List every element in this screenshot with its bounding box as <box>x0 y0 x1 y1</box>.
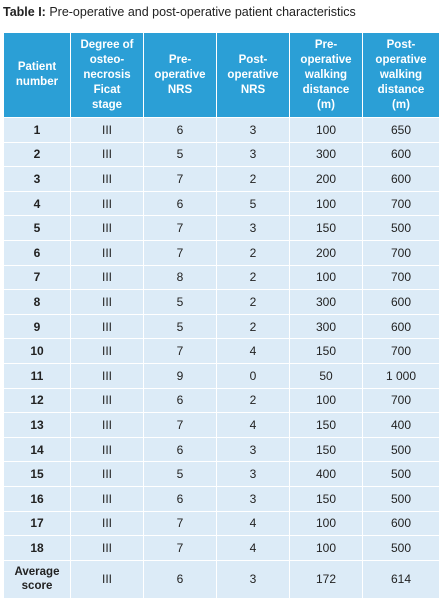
preop-nrs-cell: 5 <box>144 290 217 315</box>
ficat-stage-cell: III <box>71 240 144 265</box>
table-row <box>4 339 440 364</box>
table-row <box>4 216 440 241</box>
header-preop-walking: Pre- operative walking distance (m) <box>290 33 363 118</box>
ficat-stage-cell: III <box>71 437 144 462</box>
average-label: Average score <box>4 560 71 598</box>
postop-walking-cell: 700 <box>363 191 440 216</box>
postop-walking-cell: 700 <box>363 339 440 364</box>
ficat-stage-cell: III <box>71 486 144 511</box>
postop-walking-cell: 500 <box>363 437 440 462</box>
header-row <box>4 33 440 118</box>
average-preop-walking-cell: 172 <box>290 560 363 598</box>
preop-nrs-cell: 7 <box>144 167 217 192</box>
preop-walking-cell: 50 <box>290 363 363 388</box>
preop-walking-cell: 100 <box>290 511 363 536</box>
table-row <box>4 536 440 561</box>
ficat-stage-cell: III <box>71 265 144 290</box>
ficat-stage-cell: III <box>71 118 144 143</box>
preop-nrs-cell: 7 <box>144 339 217 364</box>
preop-walking-cell: 100 <box>290 265 363 290</box>
table-row <box>4 462 440 487</box>
postop-nrs-cell: 2 <box>217 388 290 413</box>
preop-nrs-cell: 8 <box>144 265 217 290</box>
postop-nrs-cell: 2 <box>217 265 290 290</box>
postop-walking-cell: 700 <box>363 265 440 290</box>
patient-number-cell: 9 <box>4 314 71 339</box>
preop-nrs-cell: 9 <box>144 363 217 388</box>
preop-walking-cell: 300 <box>290 314 363 339</box>
postop-nrs-cell: 3 <box>217 118 290 143</box>
header-patient-number: Patient number <box>4 33 71 118</box>
table-row <box>4 118 440 143</box>
header-ficat-stage: Degree of osteo- necrosis Ficat stage <box>71 33 144 118</box>
preop-nrs-cell: 6 <box>144 388 217 413</box>
patient-number-cell: 18 <box>4 536 71 561</box>
patient-number-cell: 6 <box>4 240 71 265</box>
table-header <box>4 33 440 118</box>
preop-nrs-cell: 7 <box>144 413 217 438</box>
ficat-stage-cell: III <box>71 167 144 192</box>
header-postop-nrs: Post- operative NRS <box>217 33 290 118</box>
postop-nrs-cell: 0 <box>217 363 290 388</box>
postop-nrs-cell: 4 <box>217 536 290 561</box>
table-row <box>4 142 440 167</box>
table-row <box>4 240 440 265</box>
postop-nrs-cell: 4 <box>217 511 290 536</box>
caption-text: Pre-operative and post-operative patient characteristics <box>45 5 356 19</box>
preop-nrs-cell: 5 <box>144 314 217 339</box>
ficat-stage-cell: III <box>71 339 144 364</box>
patient-number-cell: 13 <box>4 413 71 438</box>
postop-walking-cell: 700 <box>363 240 440 265</box>
preop-walking-cell: 300 <box>290 142 363 167</box>
postop-walking-cell: 600 <box>363 290 440 315</box>
postop-walking-cell: 600 <box>363 314 440 339</box>
patient-number-cell: 2 <box>4 142 71 167</box>
preop-nrs-cell: 5 <box>144 462 217 487</box>
preop-walking-cell: 150 <box>290 437 363 462</box>
preop-walking-cell: 400 <box>290 462 363 487</box>
average-postop-nrs-cell: 3 <box>217 560 290 598</box>
postop-nrs-cell: 3 <box>217 216 290 241</box>
postop-walking-cell: 500 <box>363 486 440 511</box>
average-postop-walking-cell: 614 <box>363 560 440 598</box>
patient-number-cell: 11 <box>4 363 71 388</box>
ficat-stage-cell: III <box>71 536 144 561</box>
table-row <box>4 265 440 290</box>
table-row <box>4 388 440 413</box>
preop-walking-cell: 150 <box>290 486 363 511</box>
postop-walking-cell: 700 <box>363 388 440 413</box>
patient-number-cell: 16 <box>4 486 71 511</box>
postop-nrs-cell: 2 <box>217 314 290 339</box>
table-row <box>4 191 440 216</box>
ficat-stage-cell: III <box>71 388 144 413</box>
postop-nrs-cell: 5 <box>217 191 290 216</box>
preop-walking-cell: 150 <box>290 216 363 241</box>
ficat-stage-cell: III <box>71 314 144 339</box>
postop-nrs-cell: 3 <box>217 142 290 167</box>
preop-walking-cell: 100 <box>290 191 363 216</box>
table-row <box>4 314 440 339</box>
preop-walking-cell: 150 <box>290 339 363 364</box>
caption-label: Table I: <box>3 5 46 19</box>
patient-number-cell: 4 <box>4 191 71 216</box>
postop-walking-cell: 1 000 <box>363 363 440 388</box>
ficat-stage-cell: III <box>71 290 144 315</box>
average-row <box>4 560 440 598</box>
postop-nrs-cell: 2 <box>217 167 290 192</box>
ficat-stage-cell: III <box>71 191 144 216</box>
patient-number-cell: 15 <box>4 462 71 487</box>
table-row <box>4 437 440 462</box>
ficat-stage-cell: III <box>71 413 144 438</box>
postop-walking-cell: 500 <box>363 462 440 487</box>
postop-nrs-cell: 2 <box>217 240 290 265</box>
postop-walking-cell: 600 <box>363 511 440 536</box>
postop-walking-cell: 600 <box>363 142 440 167</box>
preop-nrs-cell: 7 <box>144 536 217 561</box>
patient-number-cell: 12 <box>4 388 71 413</box>
table-body <box>4 118 440 599</box>
ficat-stage-cell: III <box>71 363 144 388</box>
postop-walking-cell: 600 <box>363 167 440 192</box>
preop-walking-cell: 200 <box>290 240 363 265</box>
patient-number-cell: 8 <box>4 290 71 315</box>
preop-walking-cell: 100 <box>290 536 363 561</box>
preop-nrs-cell: 6 <box>144 437 217 462</box>
table-row <box>4 363 440 388</box>
postop-nrs-cell: 3 <box>217 486 290 511</box>
postop-nrs-cell: 2 <box>217 290 290 315</box>
ficat-stage-cell: III <box>71 462 144 487</box>
table-row <box>4 486 440 511</box>
patient-number-cell: 14 <box>4 437 71 462</box>
preop-walking-cell: 300 <box>290 290 363 315</box>
header-preop-nrs: Pre- operative NRS <box>144 33 217 118</box>
postop-nrs-cell: 4 <box>217 413 290 438</box>
patient-characteristics-table <box>3 32 440 599</box>
preop-nrs-cell: 5 <box>144 142 217 167</box>
average-preop-nrs-cell: 6 <box>144 560 217 598</box>
preop-nrs-cell: 7 <box>144 511 217 536</box>
patient-number-cell: 17 <box>4 511 71 536</box>
postop-nrs-cell: 3 <box>217 462 290 487</box>
table-row <box>4 511 440 536</box>
postop-walking-cell: 500 <box>363 216 440 241</box>
ficat-stage-cell: III <box>71 216 144 241</box>
ficat-stage-cell: III <box>71 511 144 536</box>
patient-number-cell: 1 <box>4 118 71 143</box>
preop-walking-cell: 100 <box>290 118 363 143</box>
postop-nrs-cell: 3 <box>217 437 290 462</box>
header-postop-walking: Post- operative walking distance (m) <box>363 33 440 118</box>
postop-walking-cell: 650 <box>363 118 440 143</box>
postop-walking-cell: 400 <box>363 413 440 438</box>
postop-walking-cell: 500 <box>363 536 440 561</box>
preop-nrs-cell: 7 <box>144 240 217 265</box>
preop-nrs-cell: 6 <box>144 486 217 511</box>
preop-nrs-cell: 6 <box>144 118 217 143</box>
preop-nrs-cell: 7 <box>144 216 217 241</box>
preop-walking-cell: 150 <box>290 413 363 438</box>
patient-number-cell: 7 <box>4 265 71 290</box>
ficat-stage-cell: III <box>71 142 144 167</box>
table-caption <box>3 3 356 25</box>
preop-nrs-cell: 6 <box>144 191 217 216</box>
preop-walking-cell: 200 <box>290 167 363 192</box>
patient-number-cell: 5 <box>4 216 71 241</box>
table-row <box>4 167 440 192</box>
preop-walking-cell: 100 <box>290 388 363 413</box>
average-ficat-stage-cell: III <box>71 560 144 598</box>
patient-number-cell: 3 <box>4 167 71 192</box>
table-row <box>4 290 440 315</box>
table-row <box>4 413 440 438</box>
patient-number-cell: 10 <box>4 339 71 364</box>
postop-nrs-cell: 4 <box>217 339 290 364</box>
